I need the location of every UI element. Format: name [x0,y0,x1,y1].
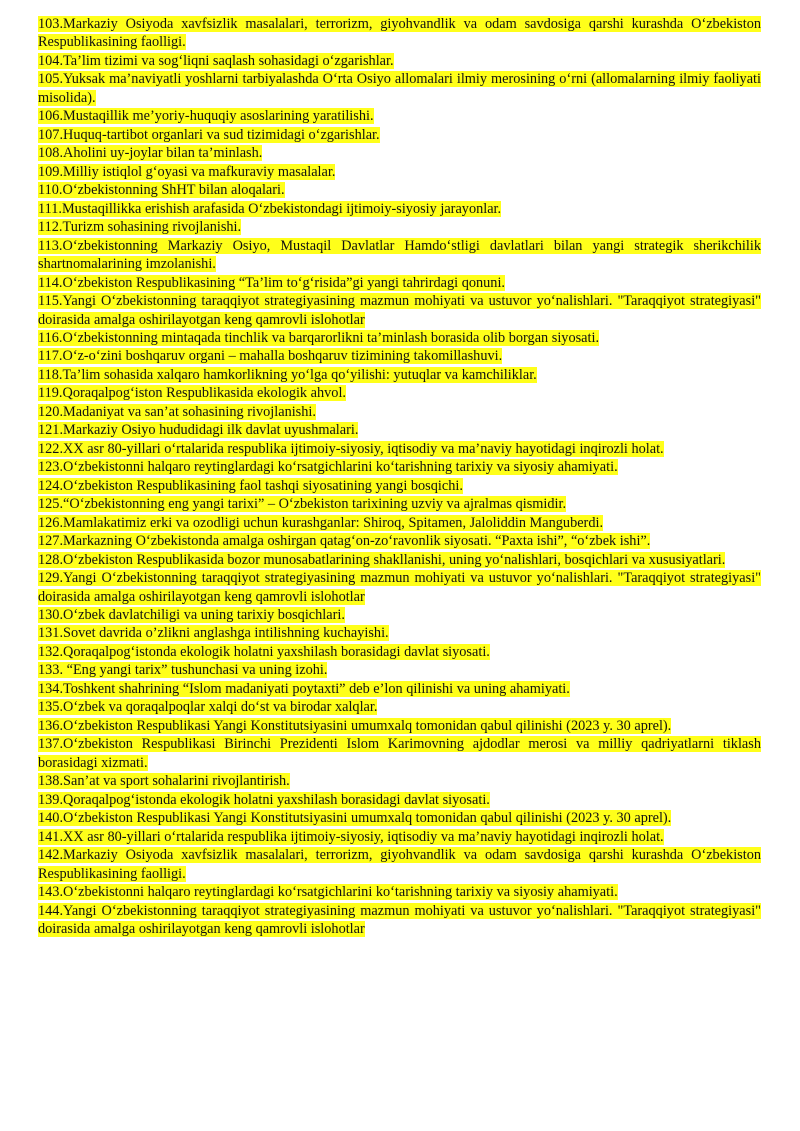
list-item [38,643,761,661]
list-item-text: 108.Aholini uy-joylar bilan ta’minlash. [38,145,263,162]
list-item-text: 144.Yangi O‘zbekistonning taraqqiyot strategiyasining mazmun mohiyati va ustuvor yo‘nalishlari. "Taraqqiyot strategiyasi" doirasida amalga oshirilayotgan keng qamrovli islohotlar [38,902,761,937]
list-item-text: 105.Yuksak ma’naviyatli yoshlarni tarbiyalashda O‘rta Osiyo allomalari ilmiy merosining o‘rni (allomalarning ilmiy faoliyati misolida). [38,71,761,106]
list-item [38,384,761,402]
list-item [38,680,761,698]
list-item-text: 138.San’at va sport sohalarini rivojlantirish. [38,773,290,790]
list-item [38,181,761,199]
list-item [38,902,761,939]
list-item [38,661,761,679]
list-item [38,366,761,384]
list-item-text: 133. “Eng yangi tarix” tushunchasi va uning izohi. [38,662,328,679]
list-item [38,329,761,347]
list-item-text: 137.O‘zbekiston Respublikasi Birinchi Prezidenti Islom Karimovning ajdodlar merosi va milliy qadriyatlarni tiklash borasidagi xizmati. [38,736,761,771]
list-item-text: 122.XX asr 80-yillari o‘rtalarida respublika ijtimoiy-siyosiy, iqtisodiy va ma’naviy hayotidagi inqirozli holat. [38,440,664,457]
list-item-text: 121.Markaziy Osiyo hududidagi ilk davlat uyushmalari. [38,422,359,439]
list-item [38,514,761,532]
list-item-text: 142.Markaziy Osiyoda xavfsizlik masalalari, terrorizm, giyohvandlik va odam savdosiga qarshi kurashda O‘zbekiston Respublikasining faolligi. [38,847,761,882]
list-item [38,237,761,274]
list-item-text: 134.Toshkent shahrining “Islom madaniyati poytaxti” deb e’lon qilinishi va uning ahamiyati. [38,680,570,697]
list-item-text: 114.O‘zbekiston Respublikasining “Ta’lim to‘g‘risida”gi yangi tahrirdagi qonuni. [38,274,505,291]
list-item-text: 112.Turizm sohasining rivojlanishi. [38,219,242,236]
list-item-text: 115.Yangi O‘zbekistonning taraqqiyot strategiyasining mazmun mohiyati va ustuvor yo‘nalishlari. "Taraqqiyot strategiyasi" doirasida amalga oshirilayotgan keng qamrovli islohotlar [38,293,761,328]
list-item-text: 140.O‘zbekiston Respublikasi Yangi Konstitutsiyasini umumxalq tomonidan qabul qilinishi (2023 y. 30 aprel). [38,810,672,827]
question-list [38,15,761,938]
list-item-text: 107.Huquq-tartibot organlari va sud tizimidagi o‘zgarishlar. [38,126,380,143]
list-item [38,772,761,790]
list-item [38,551,761,569]
list-item [38,347,761,365]
list-item [38,218,761,236]
list-item [38,735,761,772]
list-item-text: 141.XX asr 80-yillari o‘rtalarida respublika ijtimoiy-siyosiy, iqtisodiy va ma’naviy hayotidagi inqirozli holat. [38,828,664,845]
list-item [38,495,761,513]
list-item [38,569,761,606]
list-item [38,107,761,125]
list-item-text: 143.O‘zbekistonni halqaro reytinglardagi ko‘rsatgichlarini ko‘tarishning tarixiy va siyosiy ahamiyati. [38,884,618,901]
list-item [38,52,761,70]
list-item [38,458,761,476]
list-item-text: 126.Mamlakatimiz erki va ozodligi uchun kurashganlar: Shiroq, Spitamen, Jaloliddin Manguberdi. [38,514,604,531]
list-item-text: 117.O‘z-o‘zini boshqaruv organi – mahalla boshqaruv tizimining takomillashuvi. [38,348,503,365]
list-item-text: 136.O‘zbekiston Respublikasi Yangi Konstitutsiyasini umumxalq tomonidan qabul qilinishi (2023 y. 30 aprel). [38,717,672,734]
list-item-text: 125.“O‘zbekistonning eng yangi tarixi” – O‘zbekiston tarixining uzviy va ajralmas qismidir. [38,496,567,513]
list-item [38,698,761,716]
list-item [38,846,761,883]
list-item-text: 103.Markaziy Osiyoda xavfsizlik masalalari, terrorizm, giyohvandlik va odam savdosiga qarshi kurashda O‘zbekiston Respublikasining faolligi. [38,16,761,51]
list-item-text: 132.Qoraqalpog‘istonda ekologik holatni yaxshilash borasidagi davlat siyosati. [38,643,490,660]
list-item-text: 129.Yangi O‘zbekistonning taraqqiyot strategiyasining mazmun mohiyati va ustuvor yo‘nalishlari. "Taraqqiyot strategiyasi" doirasida amalga oshirilayotgan keng qamrovli islohotlar [38,570,761,605]
list-item-text: 104.Ta’lim tizimi va sog‘liqni saqlash sohasidagi o‘zgarishlar. [38,52,394,69]
list-item [38,421,761,439]
list-item-text: 124.O‘zbekiston Respublikasining faol tashqi siyosatining yangi bosqichi. [38,477,463,494]
list-item-text: 120.Madaniyat va san’at sohasining rivojlanishi. [38,403,316,420]
list-item-text: 139.Qoraqalpog‘istonda ekologik holatni yaxshilash borasidagi davlat siyosati. [38,791,490,808]
list-item [38,70,761,107]
list-item [38,809,761,827]
list-item-text: 127.Markazning O‘zbekistonda amalga oshirgan qatag‘on-zo‘ravonlik siyosati. “Paxta ishi”, “o‘zbek ishi”. [38,533,651,550]
list-item [38,717,761,735]
list-item [38,477,761,495]
list-item [38,200,761,218]
list-item [38,606,761,624]
list-item [38,163,761,181]
list-item-text: 109.Milliy istiqlol g‘oyasi va mafkuraviy masalalar. [38,163,336,180]
list-item-text: 130.O‘zbek davlatchiligi va uning tarixiy bosqichlari. [38,607,345,623]
list-item [38,15,761,52]
list-item-text: 113.O‘zbekistonning Markaziy Osiyo, Mustaqil Davlatlar Hamdo‘stligi davlatlari bilan yangi strategik sherikchilik shartnomalarining imzolanishi. [38,237,761,273]
list-item [38,144,761,162]
list-item-text: 131.Sovet davrida o’zlikni anglashga intilishning kuchayishi. [38,625,389,642]
list-item [38,274,761,292]
list-item-text: 110.O‘zbekistonning ShHT bilan aloqalari. [38,182,285,199]
list-item-text: 106.Mustaqillik me’yoriy-huquqiy asoslarining yaratilishi. [38,108,374,125]
list-item-text: 116.O‘zbekistonning mintaqada tinchlik va barqarorlikni ta’minlash borasida olib borgan siyosati. [38,329,600,346]
document-page [38,15,761,938]
list-item-text: 119.Qoraqalpog‘iston Respublikasida ekologik ahvol. [38,385,346,402]
list-item-text: 111.Mustaqillikka erishish arafasida O‘zbekistondagi ijtimoiy-siyosiy jarayonlar. [38,200,502,217]
list-item [38,883,761,901]
list-item-text: 128.O‘zbekiston Respublikasida bozor munosabatlarining shakllanishi, uning yo‘nalishlari, bosqichlari va xususiyatlari. [38,551,726,568]
list-item-text: 118.Ta’lim sohasida xalqaro hamkorlikning yo‘lga qo‘yilishi: yutuqlar va kamchiliklar. [38,366,537,383]
list-item [38,403,761,421]
list-item [38,292,761,329]
list-item [38,440,761,458]
list-item [38,532,761,550]
list-item-text: 135.O‘zbek va qoraqalpoqlar xalqi do‘st va birodar xalqlar. [38,699,378,716]
list-item [38,126,761,144]
list-item-text: 123.O‘zbekistonni halqaro reytinglardagi ko‘rsatgichlarini ko‘tarishning tarixiy va siyosiy ahamiyati. [38,459,618,476]
list-item [38,624,761,642]
list-item [38,791,761,809]
list-item [38,828,761,846]
